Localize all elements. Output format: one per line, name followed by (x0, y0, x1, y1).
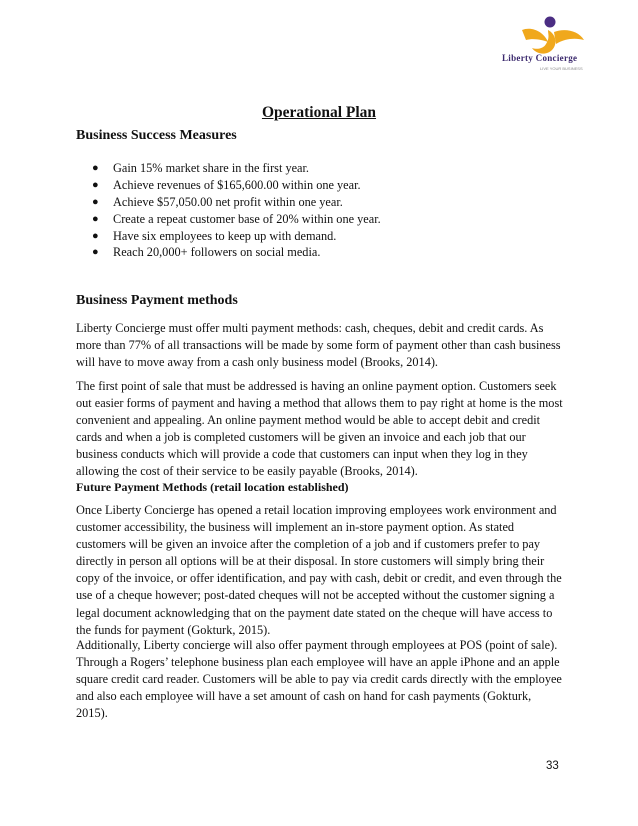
liberty-concierge-logo (492, 10, 632, 84)
page-title: Operational Plan (261, 104, 377, 121)
future-paragraph-1: Once Liberty Concierge has opened a retail location improving employees work environment and customer accessibility, the business will implement an in-store payment option. As stated customers will be given an invoice after the completion of a job and if customers prefer to pay directly in person all options will be at their disposal. In store customers will simply bring their copy of the invoice, or offer identification, and pay with cash, debit or credit, and even through the use of a cheque however; post-dated cheques will not be accepted without the customer signing a legal document acknowledging that on the payment date stated on the cheque will have access to the funds for payment (Gokturk, 2015). (76, 503, 562, 637)
bullet-icon: ● (92, 195, 99, 208)
bullet-icon: ● (92, 229, 99, 242)
bullet-icon: ● (92, 246, 99, 259)
future-paragraph-2: Additionally, Liberty concierge will also offer payment through employees at POS (point of sale). Through a Rogers’ telephone business plan each employee will have an apple iPhone and an apple square credit card reader. Customers will be able to pay via credit cards directly with the employee and also each employee will have a set amount of cash on hand for cash payments (Gokturk, 2015). (76, 638, 562, 721)
bullet-icon: ● (92, 212, 99, 225)
payment-heading: Business Payment methods (76, 293, 238, 308)
page-number: 33 (546, 760, 559, 772)
logo-swoosh-right (554, 30, 584, 44)
logo-tagline: LIVE YOUR BUSINESS (540, 66, 583, 71)
logo-head-dot (545, 17, 556, 28)
list-item: ● Create a repeat customer base of 20% within one year. (92, 211, 381, 226)
list-item: ● Have six employees to keep up with demand. (92, 228, 337, 243)
success-measures-list (76, 160, 381, 261)
logo-wordmark: Liberty Concierge (502, 53, 578, 63)
list-item: ● Reach 20,000+ followers on social media. (92, 245, 321, 260)
list-item: ● Gain 15% market share in the first year. (92, 161, 309, 175)
logo-swoosh-left (522, 29, 548, 42)
payment-paragraph-1: Liberty Concierge must offer multi payment methods: cash, cheques, debit and credit cards. As more than 77% of all transactions will be made by some form of payment other than cash business will have to move away from a cash only business model (Brooks, 2014). (76, 321, 561, 370)
list-item: ● Achieve revenues of $165,600.00 within one year. (92, 177, 361, 192)
payment-paragraph-2: The first point of sale that must be addressed is having an online payment option. Customers seek out easier forms of payment and having a method that allows them to pay right at home is the most convenient and appealing. An online payment method would be able to accept debit and credit cards and when a job is completed customers will be given an invoice and each job that our business conducts which will provide a code that customers can input when they log in they allowing the cost of their service to be easily payable (Brooks, 2014). (76, 379, 563, 479)
success-heading: Business Success Measures (76, 128, 237, 143)
future-heading: Future Payment Methods (retail location established) (76, 480, 349, 494)
bullet-icon: ● (92, 162, 99, 174)
list-item: ● Achieve $57,050.00 net profit within one year. (92, 194, 343, 209)
bullet-icon: ● (92, 178, 99, 191)
